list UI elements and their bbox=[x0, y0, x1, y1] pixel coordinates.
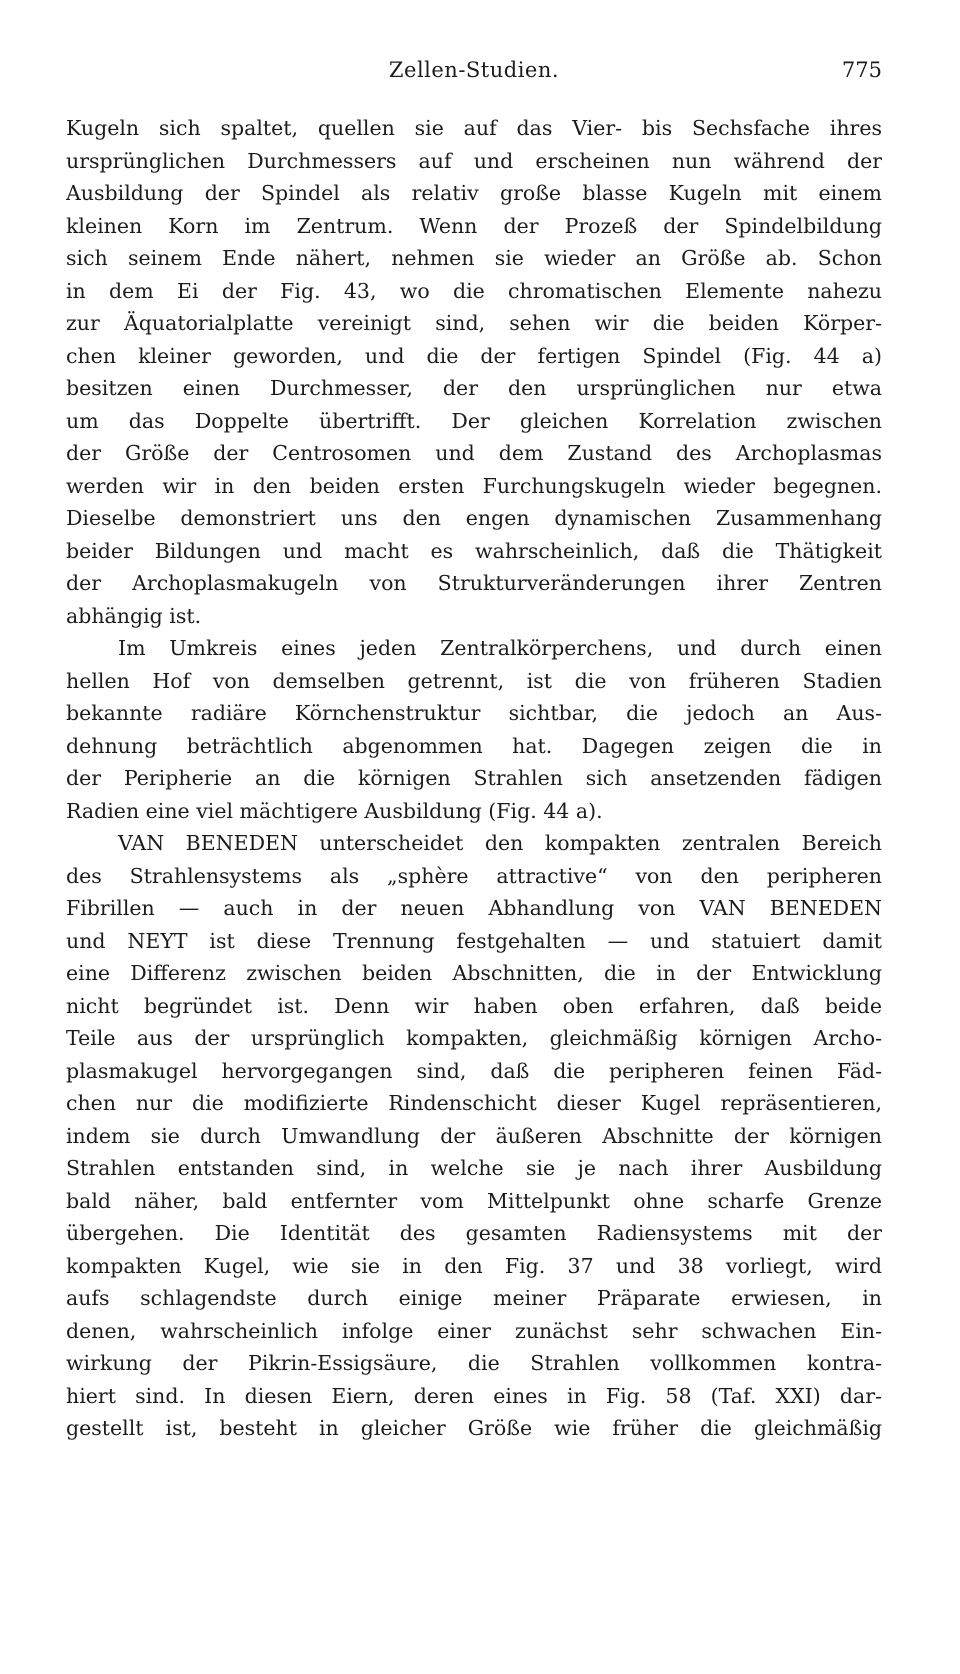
text-line: gestellt ist, besteht in gleicher Größe wie früher die gleichmäßig bbox=[66, 1416, 882, 1440]
text-line: indem sie durch Umwandlung der äußeren Abschnitte der körnigen bbox=[66, 1123, 882, 1148]
text-line: kleinen Korn im Zentrum. Wenn der Prozeß der Spindelbildung bbox=[66, 213, 882, 238]
text-line: hellen Hof von demselben getrennt, ist die von früheren Stadien bbox=[66, 668, 882, 693]
text-line: Fibrillen — auch in der neuen Abhandlung von VAN BENEDEN bbox=[66, 896, 882, 920]
text-line: um das Doppelte übertrifft. Der gleichen Korrelation zwischen bbox=[66, 408, 882, 433]
text-line: der Größe der Centrosomen und dem Zustand des Archoplasmas bbox=[66, 441, 882, 465]
text-line: Kugeln sich spaltet, quellen sie auf das Vier- bis Sechsfache ihres bbox=[66, 116, 882, 140]
text-line: beider Bildungen und macht es wahrscheinlich, daß die Thätigkeit bbox=[66, 538, 882, 563]
text-line: abhängig ist. bbox=[66, 603, 202, 628]
body-text bbox=[66, 112, 882, 1445]
page-header bbox=[66, 58, 882, 90]
text-line: chen kleiner geworden, und die der fertigen Spindel (Fig. 44 a) bbox=[66, 343, 882, 368]
text-line: zur Äquatorialplatte vereinigt sind, sehen wir die beiden Körper- bbox=[66, 311, 882, 335]
text-line: und NEYT ist diese Trennung festgehalten — und statuiert damit bbox=[66, 928, 882, 953]
text-line: Dieselbe demonstriert uns den engen dynamischen Zusammenhang bbox=[66, 506, 882, 530]
text-line: Ausbildung der Spindel als relativ große blasse Kugeln mit einem bbox=[66, 181, 882, 205]
text-line: sich seinem Ende nähert, nehmen sie wieder an Größe ab. Schon bbox=[66, 246, 882, 270]
text-line: bekannte radiäre Körnchenstruktur sichtbar, die jedoch an Aus- bbox=[66, 701, 882, 725]
text-line: VAN BENEDEN unterscheidet den kompakten zentralen Bereich bbox=[118, 831, 882, 855]
text-line: bald näher, bald entfernter vom Mittelpunkt ohne scharfe Grenze bbox=[66, 1188, 882, 1213]
text-line: kompakten Kugel, wie sie in den Fig. 37 und 38 vorliegt, wird bbox=[66, 1253, 882, 1278]
text-line: chen nur die modifizierte Rindenschicht dieser Kugel repräsentieren, bbox=[66, 1091, 882, 1115]
paragraph-2 bbox=[66, 632, 882, 827]
text-line: Radien eine viel mächtigere Ausbildung (Fig. 44 a). bbox=[66, 798, 603, 823]
text-line: denen, wahrscheinlich infolge einer zunächst sehr schwachen Ein- bbox=[66, 1318, 882, 1343]
text-line: Im Umkreis eines jeden Zentralkörperchens, und durch einen bbox=[118, 636, 882, 660]
text-line: Teile aus der ursprünglich kompakten, gleichmäßig körnigen Archo- bbox=[66, 1026, 882, 1050]
text-line: plasmakugel hervorgegangen sind, daß die peripheren feinen Fäd- bbox=[66, 1058, 882, 1083]
text-line: der Peripherie an die körnigen Strahlen sich ansetzenden fädigen bbox=[66, 766, 882, 790]
text-line: übergehen. Die Identität des gesamten Radiensystems mit der bbox=[66, 1221, 882, 1245]
text-line: besitzen einen Durchmesser, der den ursprünglichen nur etwa bbox=[66, 376, 882, 400]
paragraph-3 bbox=[66, 827, 882, 1445]
text-line: dehnung beträchtlich abgenommen hat. Dagegen zeigen die in bbox=[66, 733, 882, 758]
text-line: hiert sind. In diesen Eiern, deren eines in Fig. 58 (Taf. XXI) dar- bbox=[66, 1383, 882, 1408]
text-line: ursprünglichen Durchmessers auf und erscheinen nun während der bbox=[66, 148, 882, 173]
text-line: in dem Ei der Fig. 43, wo die chromatischen Elemente nahezu bbox=[66, 278, 882, 303]
paragraph-1 bbox=[66, 112, 882, 632]
text-line: Strahlen entstanden sind, in welche sie je nach ihrer Ausbildung bbox=[66, 1156, 882, 1180]
text-line: nicht begründet ist. Denn wir haben oben erfahren, daß beide bbox=[66, 993, 882, 1018]
text-line: eine Differenz zwischen beiden Abschnitten, die in der Entwicklung bbox=[66, 961, 882, 985]
text-line: werden wir in den beiden ersten Furchungskugeln wieder begegnen. bbox=[66, 473, 882, 498]
text-line: der Archoplasmakugeln von Strukturveränderungen ihrer Zentren bbox=[66, 571, 882, 595]
text-line: des Strahlensystems als „sphère attractive“ von den peripheren bbox=[66, 863, 882, 888]
page-number: 775 bbox=[841, 58, 882, 82]
text-line: aufs schlagendste durch einige meiner Präparate erwiesen, in bbox=[66, 1286, 882, 1310]
running-title: Zellen-Studien. bbox=[388, 58, 560, 82]
text-line: wirkung der Pikrin-Essigsäure, die Strahlen vollkommen kontra- bbox=[66, 1351, 882, 1375]
